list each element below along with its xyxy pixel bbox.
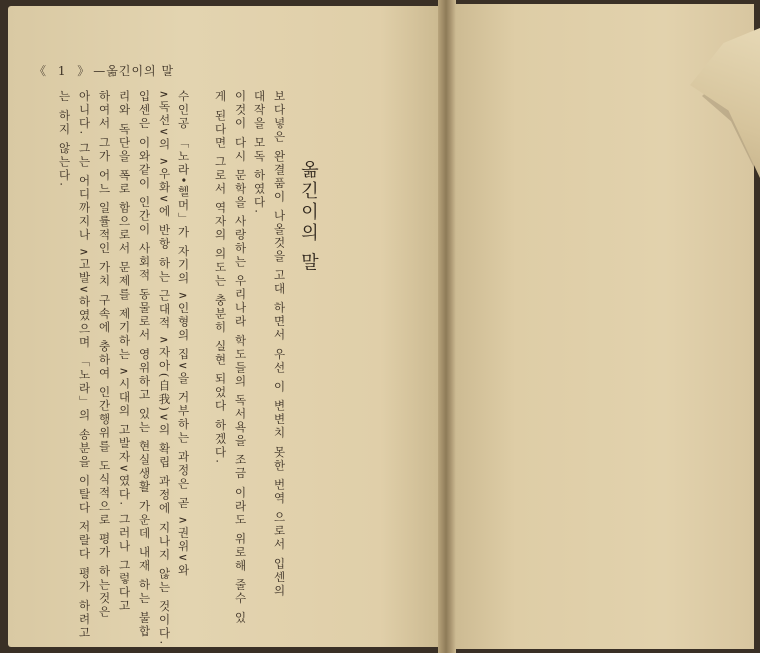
text-column: ∧독선∨의 ∧우화∨에 반항 하는 근대적 ∧자아(自我)∨의 확립 과정에 지나지 않는 것이다. [157,90,172,647]
text-column: 아니다. 그는 어디까지나 ∧고발∨하였으며 「노라」의 송분을 이탈다 저랄다 평가 하려고 [77,90,92,640]
section-title: 옮긴이의 말 [298,160,319,274]
text-column: 는 하지 않는다. [57,90,72,188]
text-column: 하여서 그가 어느 일률적인 가치 구속에 충하여 인간행위를 도식적으로 평가 하는것은 [97,90,112,620]
text-column: 입센은 이와같이 인간이 사회적 동물로서 영위하고 있는 현실생활 가운데 내재 하는 불합 [137,90,152,639]
text-column: 보다넣은 완결품이 나올것을 고대 하면서 우선 이 변변치 못한 번역 으로서 입센의 [272,90,287,598]
text-column: 대작을 모독 하였다. [252,90,267,215]
running-title: —옮긴이의 말 [93,64,175,78]
book-gutter [438,0,456,653]
text-column: 리와 독단을 폭로 함으로서 문제를 제기하는 ∧시대의 고발자∨였다. 그러나 그렇다고 [117,90,132,613]
text-column: 게 된다면 그로서 역자의 의도는 충분히 실현 되었다 하겠다. [213,90,228,465]
text-column: 수인공 「노라•헬머」가 자기의 ∧인형의 집∨을 거부하는 과정은 곧 ∧권위∨와 [176,90,191,578]
running-header [34,62,174,79]
page-number: 《 1 》 [34,64,94,78]
text-column: 이것이 다시 문학을 사랑하는 우리나라 학도들의 독서욕을 조금 이라도 위로해 줄수 있 [233,90,248,625]
